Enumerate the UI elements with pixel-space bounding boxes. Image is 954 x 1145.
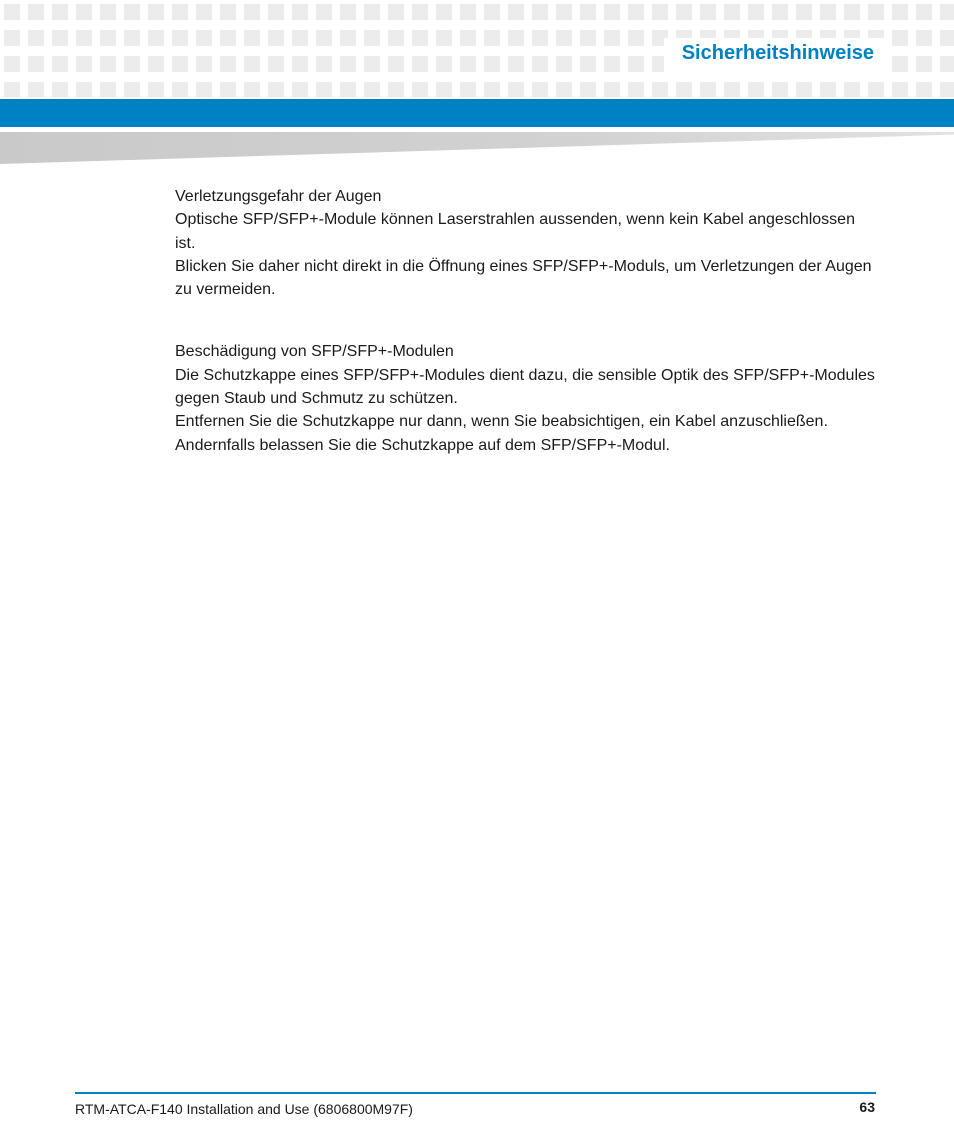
section-title: Sicherheitshinweise bbox=[681, 42, 874, 64]
notice-eye-injury bbox=[175, 185, 875, 301]
notice-module-damage bbox=[175, 340, 875, 456]
header-blue-bar bbox=[0, 99, 954, 127]
notice-text: Die Schutzkappe eines SFP/SFP+-Modules dient dazu, die sensible Optik des SFP/SFP+-Modules gegen Staub und Schmutz zu schützen. bbox=[175, 366, 875, 408]
footer-document-title: RTM-ATCA-F140 Installation and Use (6806800M97F) bbox=[75, 1101, 413, 1117]
notice-text: Optische SFP/SFP+-Module können Laserstrahlen aussenden, wenn kein Kabel angeschlossen ist. bbox=[175, 211, 855, 252]
page-content bbox=[175, 185, 875, 457]
notice-heading: Beschädigung von SFP/SFP+-Modulen bbox=[175, 343, 454, 361]
notice-text: Blicken Sie daher nicht direkt in die Öffnung eines SFP/SFP+-Moduls, um Verletzungen der Augen zu vermeiden. bbox=[175, 257, 872, 299]
header-grey-wedge bbox=[0, 132, 954, 164]
footer-rule bbox=[75, 1092, 876, 1094]
notice-text: Entfernen Sie die Schutzkappe nur dann, wenn Sie beabsichtigen, ein Kabel anzuschließen. bbox=[175, 413, 828, 431]
notice-text: Andernfalls belassen Sie die Schutzkappe auf dem SFP/SFP+-Modul. bbox=[175, 436, 670, 454]
header-tile-pattern bbox=[0, 0, 954, 97]
notice-heading: Verletzungsgefahr der Augen bbox=[175, 188, 382, 205]
page-number: 63 bbox=[859, 1099, 875, 1115]
